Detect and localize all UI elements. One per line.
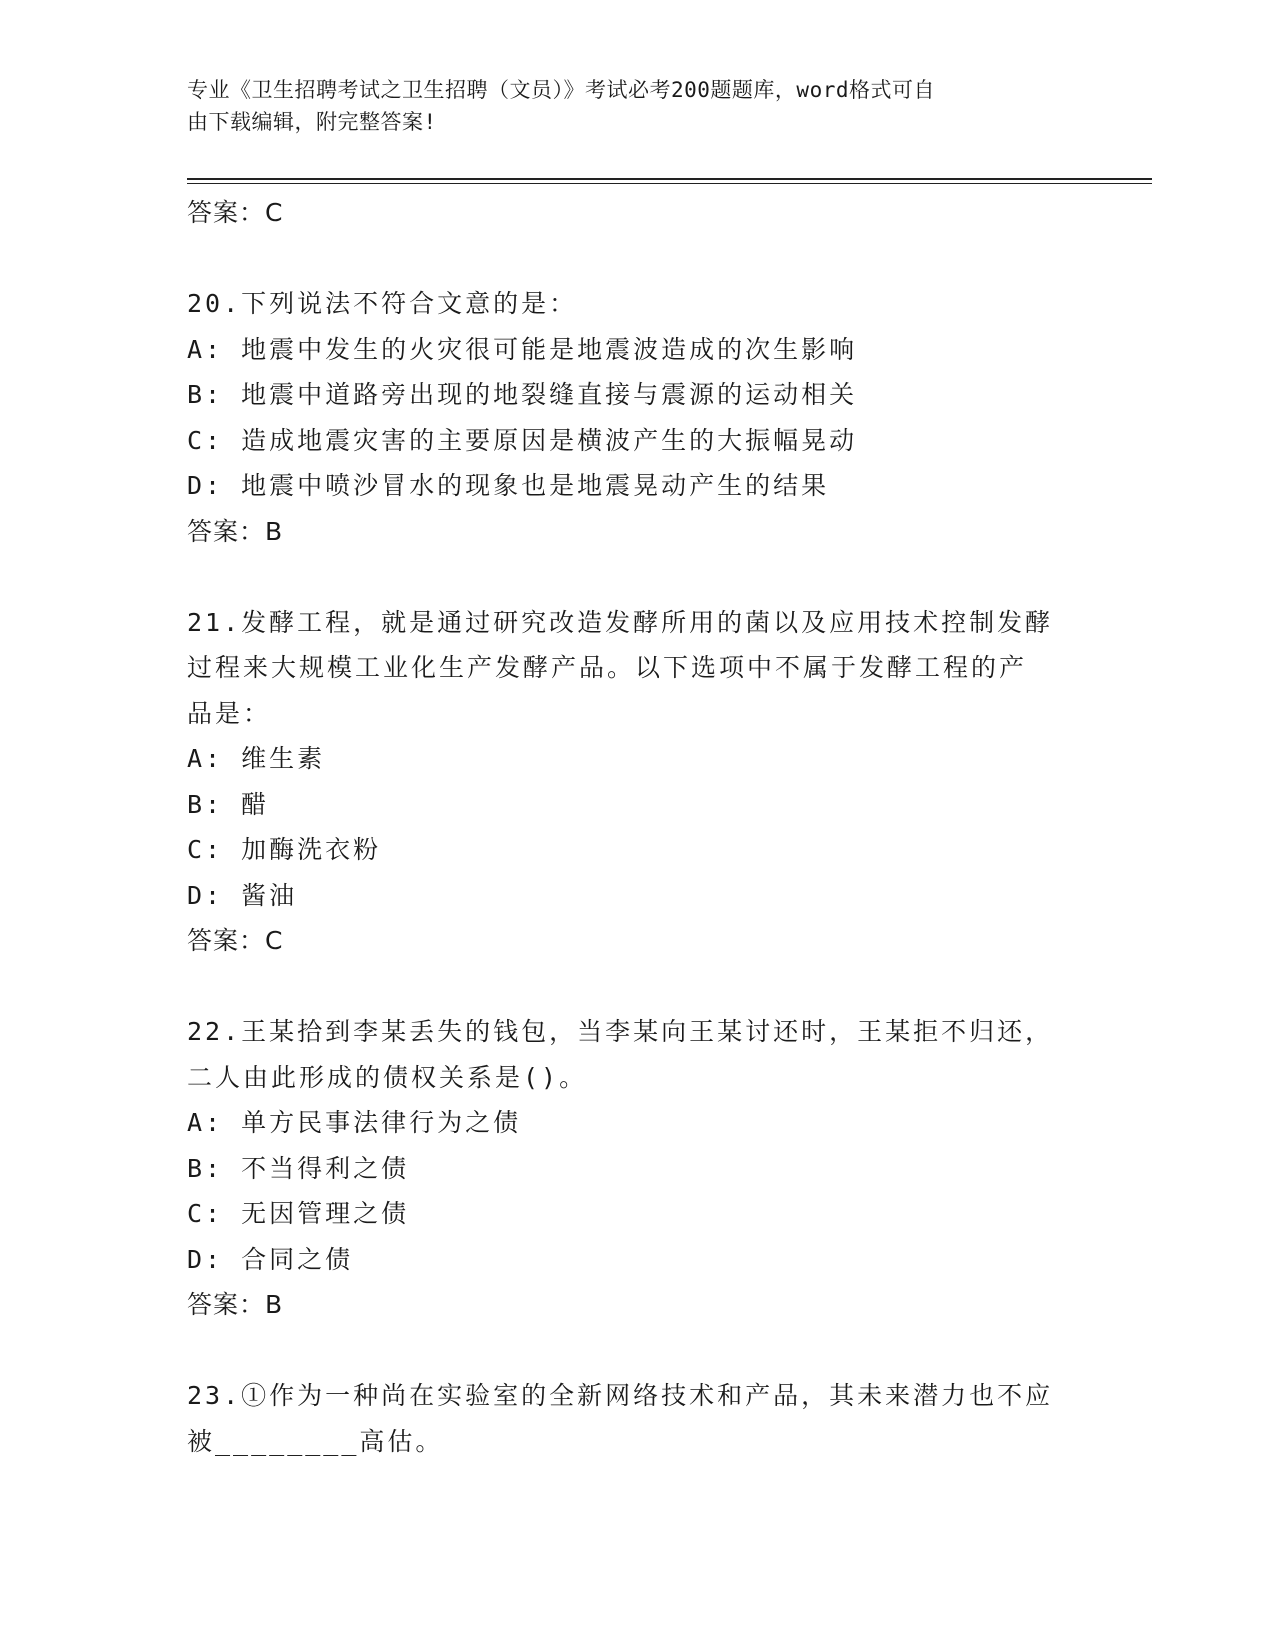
question-stem: 22.王某拾到李某丢失的钱包，当李某向王某讨还时，王某拒不归还， — [187, 1017, 1054, 1046]
question-stem: 20.下列说法不符合文意的是： — [187, 289, 578, 318]
option-b: B: 醋 — [187, 789, 270, 819]
option-a: A: 维生素 — [187, 744, 326, 773]
question-stem: 二人由此形成的债权关系是()。 — [187, 1062, 588, 1092]
spacer — [187, 1328, 1087, 1374]
question-20 — [187, 281, 1087, 554]
question-content — [187, 190, 1087, 1464]
option-d: D: 地震中喷沙冒水的现象也是地震晃动产生的结果 — [187, 471, 830, 500]
option-c: C: 加酶洗衣粉 — [187, 835, 382, 864]
page-header — [187, 74, 1067, 138]
question-23 — [187, 1373, 1087, 1464]
option-b: B: 地震中道路旁出现的地裂缝直接与震源的运动相关 — [187, 380, 858, 409]
header-line-2: 由下载编辑，附完整答案! — [187, 110, 437, 134]
question-stem: 被________高估。 — [187, 1426, 444, 1456]
header-line-1: 专业《卫生招聘考试之卫生招聘（文员）》考试必考200题题库，word格式可自 — [187, 78, 935, 102]
question-21 — [187, 600, 1087, 964]
spacer — [187, 554, 1087, 600]
answer: 答案：C — [187, 926, 284, 955]
question-22 — [187, 1009, 1087, 1328]
option-c: C: 无因管理之债 — [187, 1199, 410, 1228]
option-d: D: 合同之债 — [187, 1244, 354, 1274]
question-stem: 23.①作为一种尚在实验室的全新网络技术和产品，其未来潜力也不应 — [187, 1381, 1054, 1410]
question-stem: 过程来大规模工业化生产发酵产品。以下选项中不属于发酵工程的产 — [187, 653, 1028, 682]
option-a: A: 地震中发生的火灾很可能是地震波造成的次生影响 — [187, 334, 858, 364]
option-a: A: 单方民事法律行为之债 — [187, 1108, 522, 1137]
header-rule-thick — [187, 178, 1152, 180]
spacer — [187, 964, 1087, 1010]
spacer — [187, 236, 1087, 282]
question-stem: 21.发酵工程，就是通过研究改造发酵所用的菌以及应用技术控制发酵 — [187, 607, 1054, 637]
answer: 答案：B — [187, 516, 284, 546]
question-stem: 品是： — [187, 698, 272, 728]
previous-answer: 答案：C — [187, 198, 284, 227]
option-d: D: 酱油 — [187, 880, 298, 910]
answer: 答案：B — [187, 1290, 284, 1319]
option-c: C: 造成地震灾害的主要原因是横波产生的大振幅晃动 — [187, 425, 858, 455]
header-rule-thin — [187, 183, 1152, 184]
option-b: B: 不当得利之债 — [187, 1153, 410, 1183]
